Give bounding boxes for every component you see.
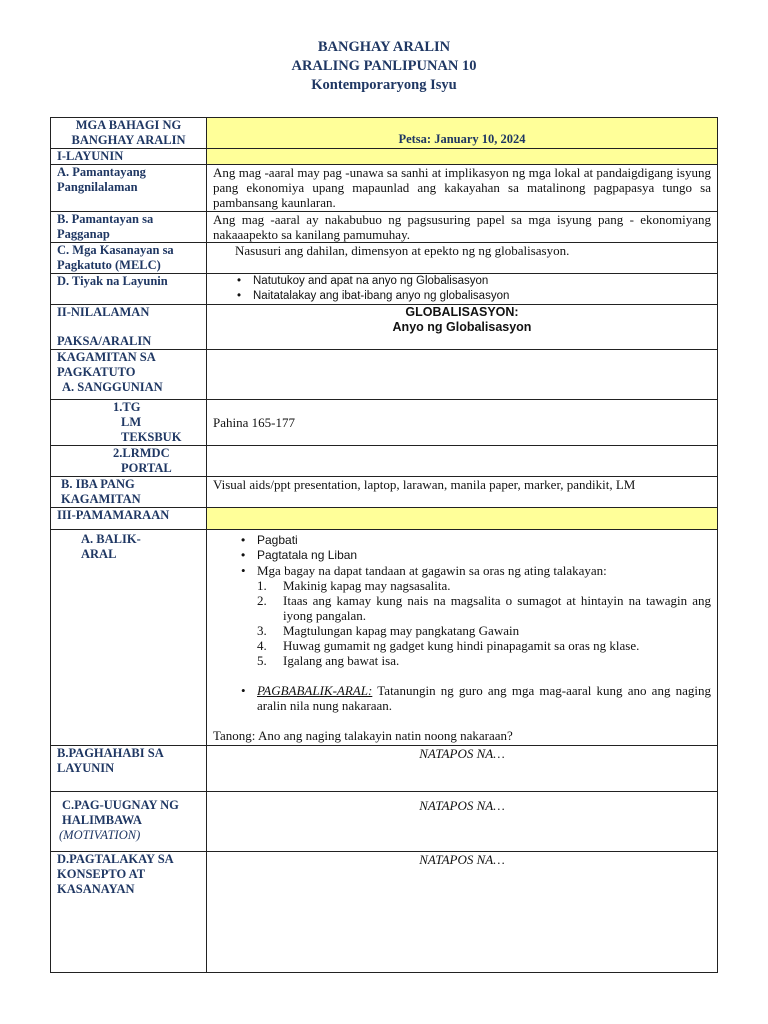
nilalaman-label: II-NILALAMAN — [57, 305, 150, 319]
balik-aral-cell — [207, 530, 718, 746]
table-row — [51, 508, 718, 530]
list-item: • Pagtatala ng Liban — [257, 548, 711, 563]
list-item: • Pagbati — [257, 533, 711, 548]
iba-pang-kagamitan-label-cell — [51, 477, 207, 508]
table-row — [51, 274, 718, 305]
table-row — [51, 477, 718, 508]
pamantayan-pagganap-text: Ang mag -aaral ay nakabubuo ng pagsusuring papel sa mga isyung pang - ekonomiyang nakaaapekto sa kanilang pamumuhay. — [207, 212, 718, 243]
list-item: • Mga bagay na dapat tandaan at gagawin sa oras ng ating talakayan: — [257, 563, 711, 578]
portal-label: PORTAL — [121, 461, 172, 475]
list-item: • Natutukoy and apat na anyo ng Globalisasyon — [253, 274, 711, 289]
topic-title: GLOBALISASYON: — [405, 305, 519, 319]
table-row — [51, 243, 718, 274]
pamamaraan-empty-cell — [207, 508, 718, 530]
iba-pang-kagamitan-label: B. IBA PANG KAGAMITAN — [61, 477, 141, 506]
table-row — [51, 530, 718, 746]
document-header — [0, 38, 768, 95]
lesson-plan-table — [50, 117, 718, 973]
rule-item: 5. Igalang ang bawat isa. — [257, 653, 400, 668]
melc-text: Nasusuri ang dahilan, dimensyon at epekto ng ng globalisasyon. — [207, 243, 718, 274]
layunin-empty-cell — [207, 149, 718, 165]
kagamitan-empty-cell — [207, 350, 718, 400]
rule-item: 4. Huwag gumamit ng gadget kung hindi pinapagamit sa oras ng klase. — [257, 638, 640, 653]
lrmdc-label: 2.LRMDC — [113, 446, 170, 460]
topic-cell — [207, 305, 718, 350]
pagtalakay-status: NATAPOS NA… — [207, 852, 718, 973]
melc-label: C. Mga Kasanayan sa Pagkatuto (MELC) — [51, 243, 207, 274]
tiyak-na-layunin-label: D. Tiyak na Layunin — [51, 274, 207, 305]
table-row — [51, 852, 718, 973]
balik-aral-label: A. BALIK-ARAL — [81, 532, 141, 561]
pamantayang-pangnilalaman-label: A. Pamantayang Pangnilalaman — [51, 165, 207, 212]
lm-label: LM — [121, 415, 142, 429]
table-row — [51, 350, 718, 400]
header-subject: ARALING PANLIPUNAN 10 — [291, 58, 477, 74]
lrmdc-empty-cell — [207, 446, 718, 477]
paksa-label: PAKSA/ARALIN — [57, 334, 152, 348]
pag-uugnay-status: NATAPOS NA… — [207, 792, 718, 852]
pag-uugnay-label: C.PAG-UUGNAY NG HALIMBAWA — [62, 798, 179, 827]
pagtalakay-label: D.PAGTALAKAY SA KONSEPTO AT KASANAYAN — [51, 852, 207, 973]
table-row — [51, 792, 718, 852]
table-row — [51, 305, 718, 350]
nilalaman-label-cell — [51, 305, 207, 350]
date-cell: Petsa: January 10, 2024 — [207, 118, 718, 149]
kagamitan-label: KAGAMITAN SA PAGKATUTO — [57, 350, 156, 379]
table-row — [51, 165, 718, 212]
tg-label-cell — [51, 400, 207, 446]
rule-item: 3. Magtulungan kapag may pangkatang Gawain — [257, 623, 520, 638]
pamantayan-pagganap-label: B. Pamantayan sa Pagganap — [51, 212, 207, 243]
paghahabi-status: NATAPOS NA… — [207, 746, 718, 792]
balik-aral-label-cell — [51, 530, 207, 746]
pamamaraan-label: III-PAMAMARAAN — [51, 508, 207, 530]
kagamitan-label-cell — [51, 350, 207, 400]
topic-subtitle: Anyo ng Globalisasyon — [392, 320, 532, 334]
motivation-label: (MOTIVATION) — [59, 828, 141, 842]
header-title: BANGHAY ARALIN — [317, 39, 451, 55]
rule-item: 1. Makinig kapag may nagsasalita. — [257, 578, 451, 593]
sanggunian-label: A. SANGGUNIAN — [62, 380, 163, 394]
paghahabi-label: B.PAGHAHABI SA LAYUNIN — [51, 746, 207, 792]
pamantayang-pangnilalaman-text: Ang mag -aaral may pag -unawa sa sanhi at implikasyon ng mga lokal at pandaigdigang isyung pang ekonomiya upang mapaunlad ang kakayahan sa matalinong pagpapasya tungo sa pambansang kaunlaran. — [207, 165, 718, 212]
table-row — [51, 400, 718, 446]
table-row — [51, 212, 718, 243]
tg-label: 1.TG — [113, 400, 141, 414]
table-row — [51, 446, 718, 477]
list-item: • Naitatalakay ang ibat-ibang anyo ng globalisasyon — [253, 289, 711, 304]
tiyak-na-layunin-cell — [207, 274, 718, 305]
table-row — [51, 149, 718, 165]
pagbabalik-aral-item: • PAGBABALIK-ARAL: Tatanungin ng guro ang mga mag-aaral kung ano ang naging aralin nila nung nakaraan. — [257, 683, 711, 713]
tg-text: Pahina 165-177 — [207, 400, 718, 446]
table-row — [51, 118, 718, 149]
pag-uugnay-label-cell — [51, 792, 207, 852]
rule-item: 2. Itaas ang kamay kung nais na magsalita o sumagot at hintayin na tawagin ang iyong pangalan. — [257, 593, 711, 623]
iba-pang-kagamitan-text: Visual aids/ppt presentation, laptop, larawan, manila paper, marker, pandikit, LM — [207, 477, 718, 508]
pagbabalik-aral-label: PAGBABALIK-ARAL: — [257, 683, 373, 698]
teksbuk-label: TEKSBUK — [121, 430, 182, 444]
head-label-cell: MGA BAHAGI NG BANGHAY ARALIN — [51, 118, 207, 149]
tanong-text: Tanong: Ano ang naging talakayin natin noong nakaraan? — [213, 728, 513, 743]
layunin-label: I-LAYUNIN — [51, 149, 207, 165]
lrmdc-label-cell — [51, 446, 207, 477]
header-topic: Kontemporaryong Isyu — [311, 77, 457, 93]
table-row — [51, 746, 718, 792]
